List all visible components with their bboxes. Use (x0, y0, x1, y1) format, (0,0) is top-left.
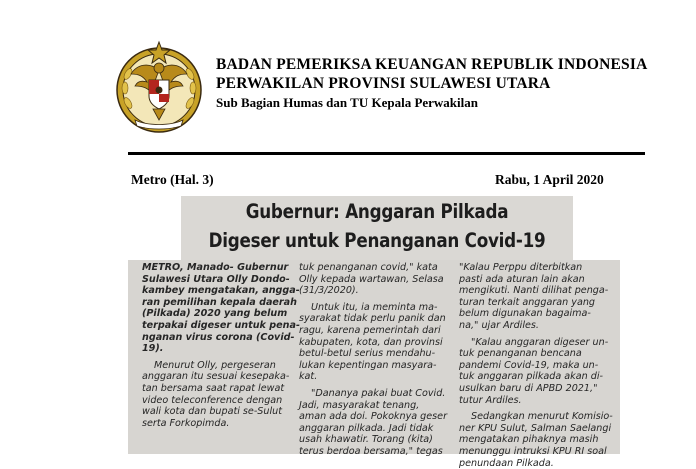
org-unit: Sub Bagian Humas dan TU Kepala Perwakilan (216, 93, 647, 112)
article-text-line: tutur Ardiles. (459, 395, 619, 407)
article-column-3 (459, 262, 619, 469)
article-paragraph (459, 337, 619, 407)
article-text-line: tuk penanganan bencana (459, 348, 619, 360)
article-text-line: na," ujar Ardiles. (459, 320, 619, 332)
article-text-line: betul-betul serius mendahu- (299, 348, 451, 360)
article-text-line: penundaan Pilkada. (459, 458, 619, 469)
headline-line-2: Digeser untuk Penanganan Covid-19 (208, 229, 545, 252)
letterhead (216, 55, 647, 112)
article-text-line: Sulawesi Utara Olly Dondo- (142, 274, 285, 286)
article-paragraph (142, 262, 285, 355)
article-text-line: Sedangkan menurut Komisio- (459, 411, 619, 423)
article-text-line: video teleconference dengan (142, 395, 285, 407)
clipping-source: Metro (Hal. 3) (131, 172, 214, 188)
headline-line-1: Gubernur: Anggaran Pilkada (208, 200, 545, 223)
clipping-date: Rabu, 1 April 2020 (495, 172, 604, 188)
article-text-line: METRO, Manado- Gubernur (142, 262, 285, 274)
article-text-line: turan terkait anggaran yang (459, 297, 619, 309)
article-text-line: "Dananya pakai buat Covid. (299, 388, 451, 400)
article-text-line: tan bersama saat rapat lewat (142, 383, 285, 395)
letterhead-divider (128, 152, 645, 155)
org-name: BADAN PEMERIKSA KEUANGAN REPUBLIK INDONESIA (216, 55, 647, 74)
article-text-line: usulkan baru di APBD 2021," (459, 383, 619, 395)
article-text-line: usah khawatir. Torang (kita) (299, 434, 451, 446)
article-text-line: menunggu intruksi KPU RI soal (459, 446, 619, 458)
article-text-line: Olly kepada wartawan, Selasa (299, 274, 451, 286)
article-paragraph (299, 388, 451, 458)
article-text-line: syarakat tidak perlu panik dan (299, 313, 451, 325)
article-text-line: wali kota dan bupati se-Sulut (142, 406, 285, 418)
garuda-emblem-icon (113, 40, 205, 136)
article-text-line: (Pilkada) 2020 yang belum (142, 308, 285, 320)
article-text-line: pasti ada aturan lain akan (459, 274, 619, 286)
article-text-line: terus berdoa bersama," tegas (299, 446, 451, 458)
article-text-line: mengatakan pihaknya masih (459, 434, 619, 446)
article-text-line: kabupaten, kota, dan provinsi (299, 337, 451, 349)
article-text-line: tuk penanganan covid," kata (299, 262, 451, 274)
article-text-line: "Kalau Perppu diterbitkan (459, 262, 619, 274)
article-paragraph (459, 411, 619, 469)
article-text-line: terpakai digeser untuk pena- (142, 320, 285, 332)
article-text-line: anggaran pilkada. Jadi tidak (299, 423, 451, 435)
article-text-line: ran pemilihan kepala daerah (142, 297, 285, 309)
article-paragraph (299, 302, 451, 383)
article-paragraph (142, 360, 285, 430)
article-text-line: tuk anggaran pilkada akan di- (459, 371, 619, 383)
article-column-2 (299, 262, 451, 458)
article-paragraph (299, 262, 451, 297)
article-paragraph (459, 262, 619, 332)
article-text-line: kat. (299, 371, 451, 383)
article-text-line: mengikuti. Nanti dilihat penga- (459, 285, 619, 297)
article-text-line: Menurut Olly, pergeseran (142, 360, 285, 372)
article-text-line: ragu, karena pemerintah dari (299, 325, 451, 337)
article-clipping (128, 260, 620, 454)
article-text-line: ner KPU Sulut, Salman Saelangi (459, 423, 619, 435)
article-text-line: nganan virus corona (Covid- (142, 332, 285, 344)
article-text-line: lukan kepentingan masyara- (299, 360, 451, 372)
article-text-line: (31/3/2020). (299, 285, 451, 297)
article-column-1 (128, 262, 285, 429)
headline-clipping (181, 196, 573, 260)
article-text-line: 19). (142, 343, 285, 355)
article-text-line: kambey mengatakan, angga- (142, 285, 285, 297)
article-text-line: pandemi Covid-19, maka un- (459, 360, 619, 372)
org-branch: PERWAKILAN PROVINSI SULAWESI UTARA (216, 74, 647, 93)
article-text-line: Jadi, masyarakat tenang, (299, 400, 451, 412)
article-text-line: Untuk itu, ia meminta ma- (299, 302, 451, 314)
article-text-line: "Kalau anggaran digeser un- (459, 337, 619, 349)
article-text-line: anggaran itu sesuai kesepaka- (142, 371, 285, 383)
article-text-line: aman ada doi. Pokoknya geser (299, 411, 451, 423)
article-text-line: belum digunakan bagaima- (459, 308, 619, 320)
article-text-line: serta Forkopimda. (142, 418, 285, 430)
